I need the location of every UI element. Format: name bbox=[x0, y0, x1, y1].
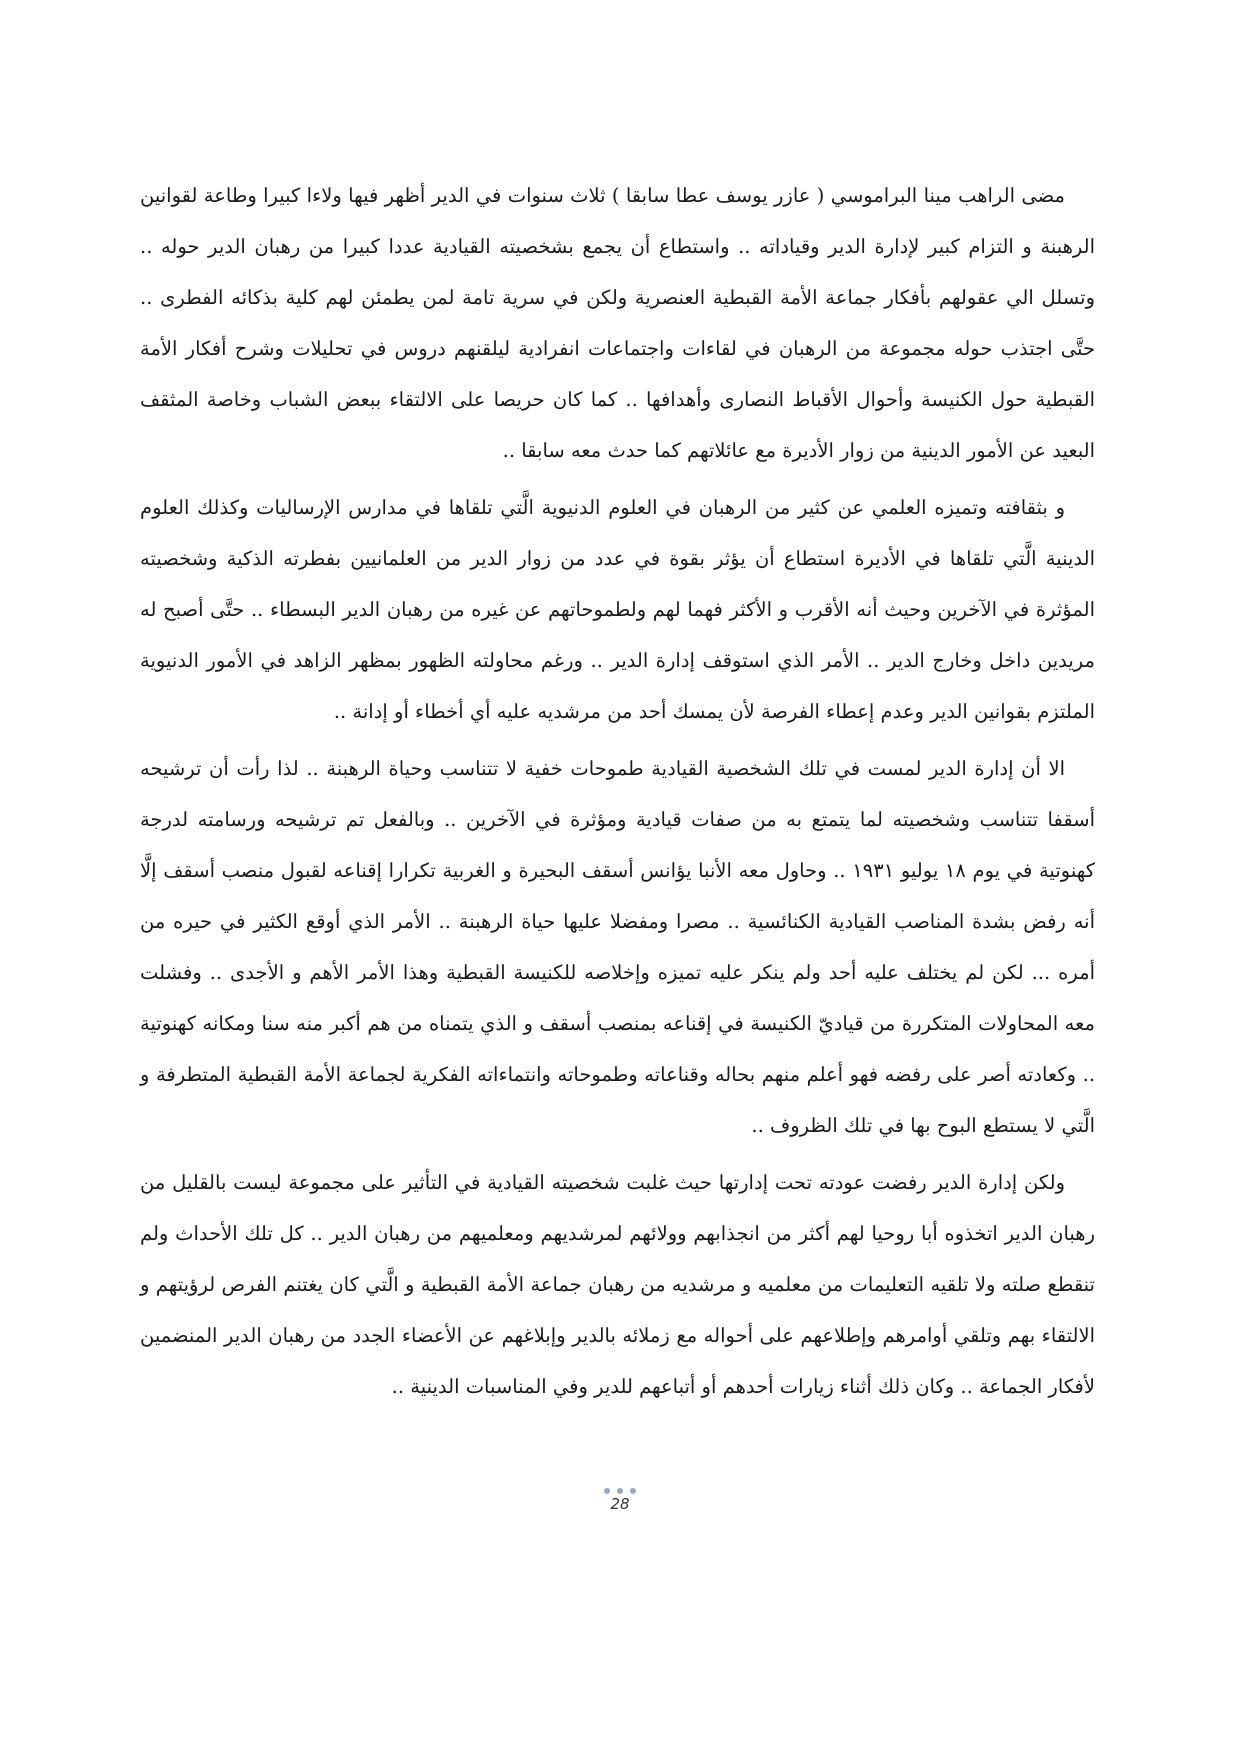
footer-dot bbox=[630, 1488, 636, 1494]
page-number: 28 bbox=[610, 1495, 630, 1513]
footer-dot bbox=[604, 1488, 610, 1494]
footer-dots-icon bbox=[0, 1488, 1240, 1494]
body-text bbox=[140, 170, 1095, 1418]
paragraph-1: مضى الراهب مينا البراموسي ( عازر يوسف عطا سابقا ) ثلاث سنوات في الدير أظهر فيها ولاءا كبيرا وطاعة لقوانين الرهبنة و التزام كبير لإدارة الدير وقياداته .. واستطاع أن يجمع بشخصيته القيادية عددا كبيرا من رهبان الدير حوله .. وتسلل الي عقولهم بأفكار جماعة الأمة القبطية العنصرية ولكن في سرية تامة لمن يطمئن لهم كلية بذكائه الفطرى .. حتَّى اجتذب حوله مجموعة من الرهبان في لقاءات واجتماعات انفرادية ليلقنهم دروس في تحليلات وشرح أفكار الأمة القبطية حول الكنيسة وأحوال الأقباط النصارى وأهدافها .. كما كان حريصا على الالتقاء ببعض الشباب وخاصة المثقف البعيد عن الأمور الدينية من زوار الأديرة مع عائلاتهم كما حدث معه سابقا .. bbox=[140, 184, 1095, 462]
footer-dot bbox=[617, 1488, 623, 1494]
paragraph-4: ولكن إدارة الدير رفضت عودته تحت إدارتها حيث غلبت شخصيته القيادية في التأثير على مجموعة ليست بالقليل من رهبان الدير اتخذوه أبا روحيا لهم أكثر من انجذابهم وولائهم لمرشديهم ومعلميهم من رهبان الدير .. كل تلك الأحداث ولم تنقطع صلته ولا تلقيه التعليمات من معلميه و مرشديه من رهبان جماعة الأمة القبطية و الَّتي كان يغتنم الفرص لرؤيتهم و الالتقاء بهم وتلقي أوامرهم وإطلاعهم على أحواله مع زملائه بالدير وإبلاغهم عن الأعضاء الجدد من رهبان الدير المنضمين لأفكار الجماعة .. وكان ذلك أثناء زيارات أحدهم أو أتباعهم للدير وفي المناسبات الدينية .. bbox=[140, 1171, 1095, 1398]
paragraph-2: و بثقافته وتميزه العلمي عن كثير من الرهبان في العلوم الدنيوية الَّتي تلقاها في مدارس الإرساليات وكذلك العلوم الدينية الَّتي تلقاها في الأديرة استطاع أن يؤثر بقوة في عدد من زوار الدير من العلمانيين بفطرته الذكية وشخصيته المؤثرة في الآخرين وحيث أنه الأقرب و الأكثر فهما لهم ولطموحاتهم عن غيره من رهبان الدير البسطاء .. حتَّى أصبح له مريدين داخل وخارج الدير .. الأمر الذي استوقف إدارة الدير .. ورغم محاولته الظهور بمظهر الزاهد في الأمور الدنيوية الملتزم بقوانين الدير وعدم إعطاء الفرصة لأن يمسك أحد من مرشديه عليه أي أخطاء أو إدانة .. bbox=[140, 496, 1095, 723]
page-footer bbox=[0, 1488, 1240, 1513]
paragraph-3: الا أن إدارة الدير لمست في تلك الشخصية القيادية طموحات خفية لا تتناسب وحياة الرهبنة .. لذا رأت أن ترشيحه أسقفا تتناسب وشخصيته لما يتمتع به من صفات قيادية ومؤثرة في الآخرين .. وبالفعل تم ترشيحه ورسامته لدرجة كهنوتية في يوم ١٨ يوليو ١٩٣١ .. وحاول معه الأنبا يؤانس أسقف البحيرة و الغربية تكرارا إقناعه لقبول منصب أسقف إلَّا أنه رفض بشدة المناصب القيادية الكنائسية .. مصرا ومفضلا عليها حياة الرهبنة .. الأمر الذي أوقع الكثير في حيره من أمره ... لكن لم يختلف عليه أحد ولم ينكر عليه تميزه وإخلاصه للكنيسة القبطية وهذا الأمر الأهم و الأجدى .. وفشلت معه المحاولات المتكررة من قياديّ الكنيسة في إقناعه بمنصب أسقف و الذي يتمناه من هم أكبر منه سنا ومكانه كهنوتية .. وكعادته أصر على رفضه فهو أعلم منهم بحاله وقناعاته وطموحاته وانتماءاته الفكرية لجماعة الأمة القبطية المتطرفة و الَّتي لا يستطع البوح بها في تلك الظروف .. bbox=[140, 757, 1095, 1137]
